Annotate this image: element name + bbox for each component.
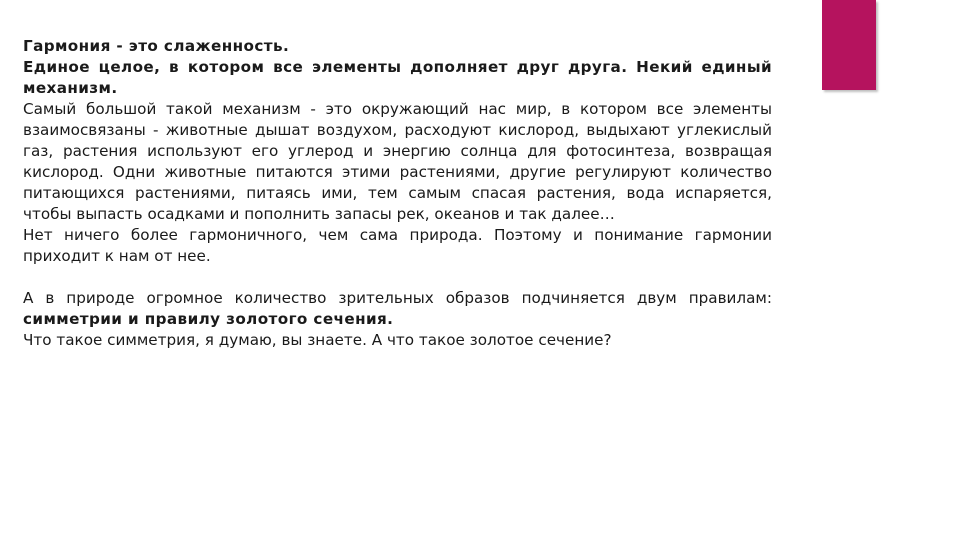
accent-bar <box>822 0 876 90</box>
spacer <box>23 267 772 288</box>
paragraph-question: Что такое симметрия, я думаю, вы знаете. А что такое золотое сечение? <box>23 331 612 349</box>
slide-text <box>23 36 772 351</box>
subheading: Единое целое, в котором все элементы дополняет друг друга. Некий единый механизм. <box>23 58 772 97</box>
heading: Гармония - это слаженность. <box>23 37 290 55</box>
paragraph-world-mechanism: Самый большой такой механизм - это окружающий нас мир, в котором все элементы взаимосвязаны - животные дышат воздухом, расходуют кислород, выдыхают углекислый газ, растения используют его углерод и энергию солнца для фотосинтеза, возвращая кислород. Одни животные питаются этими растениями, другие регулируют количество питающихся растениями, питаясь ими, тем самым спасая растения, вода испаряется, чтобы выпасть осадками и пополнить запасы рек, океанов и так далее… <box>23 100 772 223</box>
rules-bold: симметрии и правилу золотого сечения. <box>23 310 394 328</box>
paragraph-nature-harmony: Нет ничего более гармоничного, чем сама природа. Поэтому и понимание гармонии приходит к нам от нее. <box>23 226 772 265</box>
paragraph-rules <box>23 288 772 330</box>
rules-intro: А в природе огромное количество зрительных образов подчиняется двум правилам: <box>23 289 772 307</box>
